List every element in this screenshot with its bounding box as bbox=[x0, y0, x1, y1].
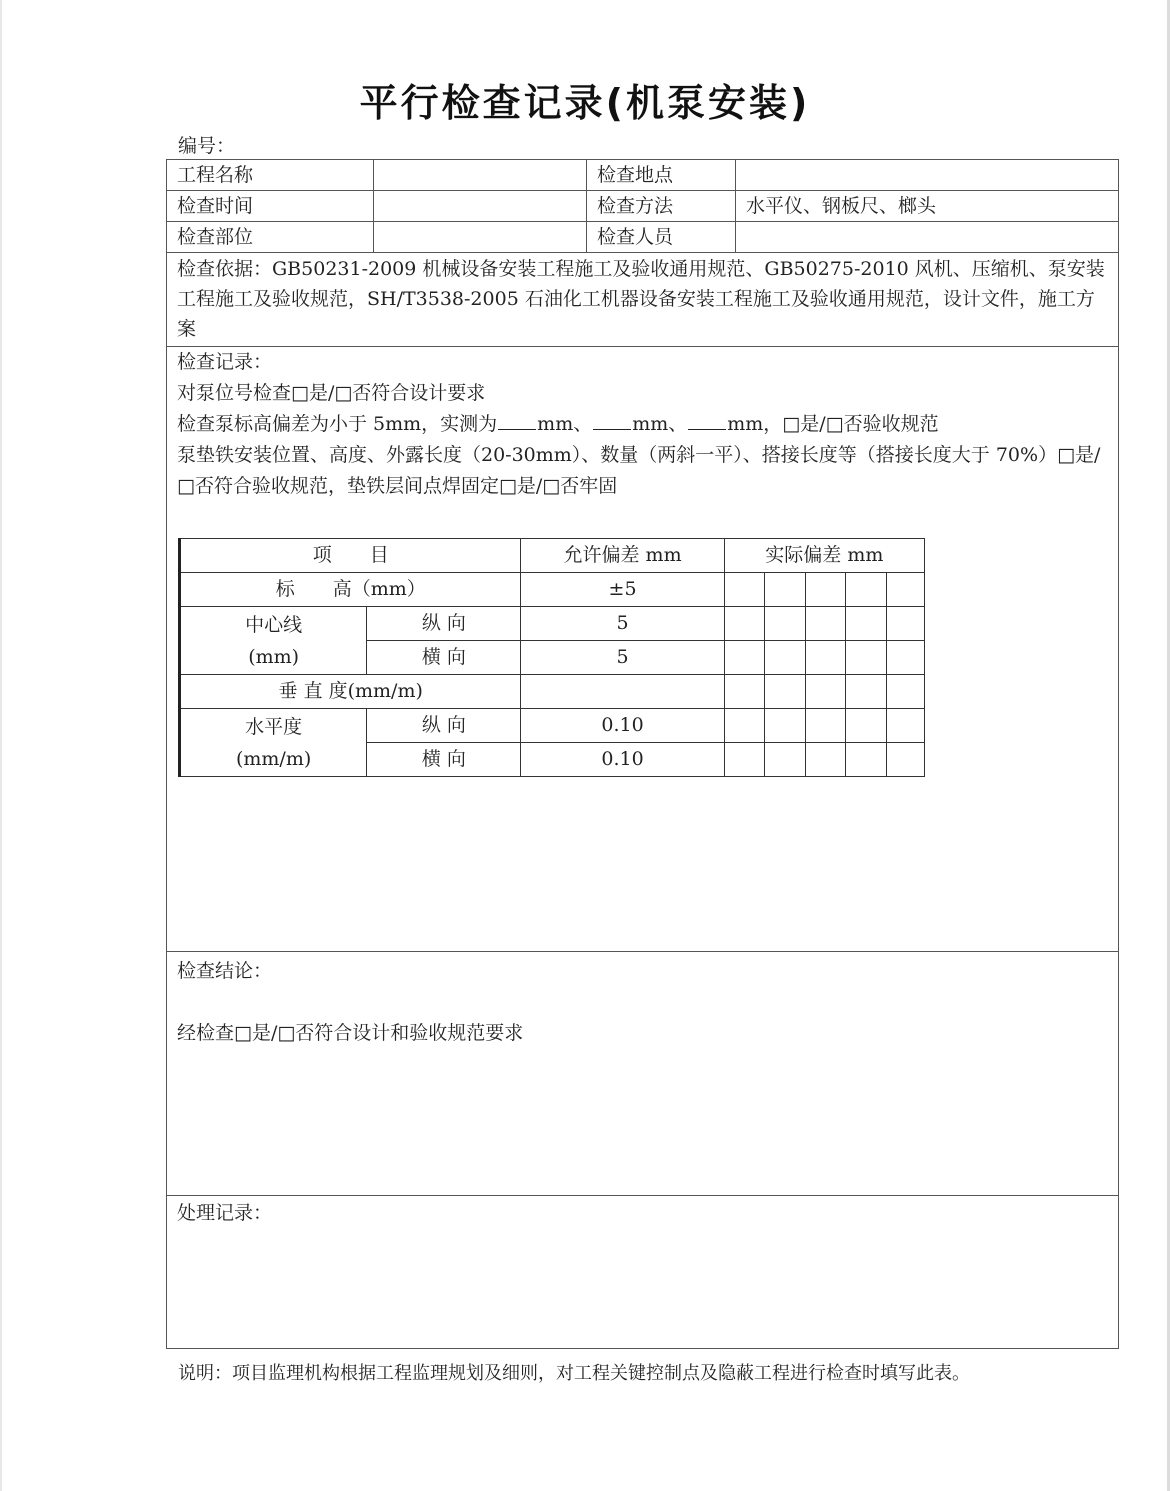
actual-cell[interactable] bbox=[886, 607, 924, 641]
actual-cell[interactable] bbox=[845, 641, 886, 675]
actual-cell[interactable] bbox=[764, 709, 805, 743]
header-actual-deviation: 实际偏差 mm bbox=[724, 539, 924, 573]
form-table bbox=[166, 159, 1119, 1349]
actual-cell[interactable] bbox=[845, 709, 886, 743]
inspection-location-field[interactable] bbox=[736, 160, 1119, 191]
measured-value-1-field[interactable] bbox=[498, 411, 536, 430]
label-inspection-part: 检查部位 bbox=[167, 222, 374, 253]
inspector-field[interactable] bbox=[736, 222, 1119, 253]
levelness-unit: (mm/m) bbox=[235, 747, 312, 770]
actual-cell[interactable] bbox=[845, 573, 886, 607]
inspection-conclusion-section bbox=[167, 952, 1119, 1196]
actual-cell[interactable] bbox=[845, 607, 886, 641]
header-row bbox=[167, 191, 1119, 222]
allowed-centerline-longitudinal: 5 bbox=[521, 607, 724, 641]
sub-item-longitudinal: 纵 向 bbox=[367, 607, 521, 641]
actual-cell[interactable] bbox=[764, 743, 805, 777]
footnote: 说明：项目监理机构根据工程监理规划及细则，对工程关键控制点及隐蔽工程进行检查时填写此表。 bbox=[178, 1363, 970, 1384]
label-inspection-time: 检查时间 bbox=[167, 191, 374, 222]
actual-cell[interactable] bbox=[886, 573, 924, 607]
elevation-suffix: mm，□是/□否验收规范 bbox=[727, 413, 939, 435]
elevation-prefix: 检查泵标高偏差为小于 5mm，实测为 bbox=[177, 413, 498, 435]
record-line-shim: 泵垫铁安装位置、高度、外露长度（20-30mm）、数量（两斜一平）、搭接长度等（搭接长度大于 70%）□是/□否符合验收规范，垫铁层间点焊固定□是/□否牢固 bbox=[177, 444, 1101, 497]
table-row bbox=[180, 675, 925, 709]
actual-cell[interactable] bbox=[886, 709, 924, 743]
actual-cell[interactable] bbox=[805, 641, 845, 675]
item-elevation: 标 高（mm） bbox=[180, 573, 521, 607]
label-inspection-method: 检查方法 bbox=[587, 191, 736, 222]
item-verticality: 垂 直 度(mm/m) bbox=[180, 675, 521, 709]
actual-cell[interactable] bbox=[805, 743, 845, 777]
inspection-record-section bbox=[167, 347, 1119, 952]
item-centerline bbox=[180, 607, 367, 675]
conclusion-heading: 检查结论： bbox=[177, 960, 273, 982]
sub-item-transverse: 横 向 bbox=[367, 641, 521, 675]
measured-value-3-field[interactable] bbox=[688, 411, 726, 430]
actual-cell[interactable] bbox=[724, 573, 764, 607]
allowed-levelness-transverse: 0.10 bbox=[521, 743, 724, 777]
actual-cell[interactable] bbox=[845, 743, 886, 777]
actual-cell[interactable] bbox=[764, 573, 805, 607]
actual-cell[interactable] bbox=[886, 743, 924, 777]
serial-number-label: 编号： bbox=[178, 135, 236, 157]
page-edge-left bbox=[0, 0, 2, 1491]
sub-item-longitudinal: 纵 向 bbox=[367, 709, 521, 743]
inspection-form bbox=[166, 159, 1118, 1349]
record-line-elevation bbox=[177, 409, 1108, 440]
header-row bbox=[167, 160, 1119, 191]
actual-cell[interactable] bbox=[724, 743, 764, 777]
actual-cell[interactable] bbox=[724, 675, 764, 709]
actual-cell[interactable] bbox=[805, 607, 845, 641]
actual-cell[interactable] bbox=[886, 641, 924, 675]
actual-cell[interactable] bbox=[764, 641, 805, 675]
actual-cell[interactable] bbox=[764, 607, 805, 641]
allowed-elevation: ±5 bbox=[521, 573, 724, 607]
item-levelness bbox=[180, 709, 367, 777]
actual-cell[interactable] bbox=[724, 641, 764, 675]
allowed-levelness-longitudinal: 0.10 bbox=[521, 709, 724, 743]
centerline-label: 中心线 bbox=[245, 613, 303, 636]
inspection-part-field[interactable] bbox=[374, 222, 587, 253]
header-row bbox=[167, 222, 1119, 253]
actual-cell[interactable] bbox=[724, 607, 764, 641]
actual-cell[interactable] bbox=[805, 675, 845, 709]
centerline-unit: (mm) bbox=[248, 645, 300, 668]
label-inspection-location: 检查地点 bbox=[587, 160, 736, 191]
conclusion-text: 经检查□是/□否符合设计和验收规范要求 bbox=[177, 1022, 524, 1044]
document-title: 平行检查记录(机泵安装) bbox=[359, 81, 811, 125]
unit-separator-1: mm、 bbox=[537, 413, 593, 435]
record-heading: 检查记录： bbox=[177, 351, 273, 373]
actual-cell[interactable] bbox=[724, 709, 764, 743]
inspection-basis: 检查依据：GB50231-2009 机械设备安装工程施工及验收通用规范、GB50275-2010 风机、压缩机、泵安装工程施工及验收规范，SH/T3538-2005 石油化工机器设备安装工程施工及验收通用规范，设计文件，施工方案 bbox=[167, 253, 1119, 347]
table-row bbox=[180, 709, 925, 743]
tolerance-table bbox=[178, 538, 925, 777]
handling-heading: 处理记录： bbox=[177, 1202, 273, 1224]
handling-record-section bbox=[167, 1196, 1119, 1349]
table-row bbox=[180, 573, 925, 607]
actual-cell[interactable] bbox=[845, 675, 886, 709]
label-inspector: 检查人员 bbox=[587, 222, 736, 253]
inspection-time-field[interactable] bbox=[374, 191, 587, 222]
actual-cell[interactable] bbox=[805, 709, 845, 743]
actual-cell[interactable] bbox=[886, 675, 924, 709]
table-row bbox=[180, 607, 925, 641]
label-project-name: 工程名称 bbox=[167, 160, 374, 191]
header-allowed-deviation: 允许偏差 mm bbox=[521, 539, 724, 573]
allowed-verticality bbox=[521, 675, 724, 709]
tolerance-header-row bbox=[180, 539, 925, 573]
levelness-label: 水平度 bbox=[245, 715, 303, 738]
actual-cell[interactable] bbox=[805, 573, 845, 607]
inspection-method-field[interactable]: 水平仪、钢板尺、榔头 bbox=[736, 191, 1119, 222]
measured-value-2-field[interactable] bbox=[593, 411, 631, 430]
project-name-field[interactable] bbox=[374, 160, 587, 191]
header-item: 项 目 bbox=[180, 539, 521, 573]
allowed-centerline-transverse: 5 bbox=[521, 641, 724, 675]
sub-item-transverse: 横 向 bbox=[367, 743, 521, 777]
unit-separator-2: mm、 bbox=[632, 413, 688, 435]
actual-cell[interactable] bbox=[764, 675, 805, 709]
record-line-position: 对泵位号检查□是/□否符合设计要求 bbox=[177, 382, 486, 404]
